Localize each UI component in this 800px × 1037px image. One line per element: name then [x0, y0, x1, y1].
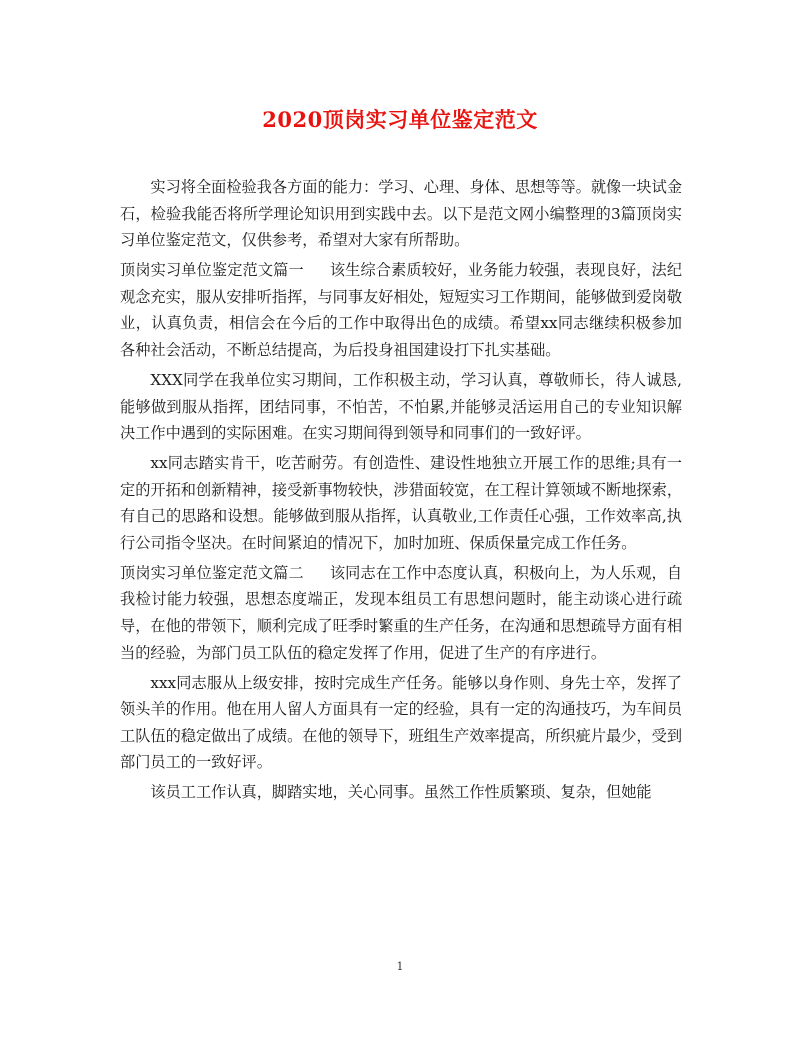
paragraph-text: 实习将全面检验我各方面的能力：学习、心理、身体、思想等等。就像一块试金石，检验我能否将所学理论知识用到实践中去。以下是范文网小编整理的3篇顶岗实习单位鉴定范文，仅供参考，希望对大家有所帮助。 [120, 178, 682, 250]
paragraph [120, 450, 682, 556]
paragraph-intro [120, 174, 682, 254]
document-title: 2020顶岗实习单位鉴定范文 [262, 107, 538, 132]
paragraph-section-one [120, 257, 682, 363]
paragraph-section-two [120, 560, 682, 666]
paragraph-text: xx同志踏实肯干，吃苦耐劳。有创造性、建设性地独立开展工作的思维;具有一定的开拓和创新精神，接受新事物较快，涉猎面较宽，在工程计算领域不断地探索，有自己的思路和设想。能够做到服从指挥，认真敬业,工作责任心强，工作效率高,执行公司指令坚决。在时间紧迫的情况下，加时加班、保质保量完成工作任务。 [120, 454, 682, 552]
paragraph [120, 367, 682, 447]
section-heading: 顶岗实习单位鉴定范文篇一 [120, 261, 304, 280]
paragraph [120, 779, 682, 806]
paragraph [120, 670, 682, 776]
paragraph-text: xxx同志服从上级安排，按时完成生产任务。能够以身作则、身先士卒，发挥了领头羊的作用。他在用人留人方面具有一定的经验，具有一定的沟通技巧，为车间员工队伍的稳定做出了成绩。在他的领导下，班组生产效率提高，所织疵片最少，受到部门员工的一致好评。 [120, 673, 682, 772]
document-body [120, 174, 682, 809]
paragraph-text: 该同志在工作中态度认真，积极向上，为人乐观，自我检讨能力较强，思想态度端正，发现本组员工有思想问题时，能主动谈心进行疏导，在他的带领下，顺利完成了旺季时繁重的生产任务，在沟通和思想疏导方面有相当的经验，为部门员工队伍的稳定发挥了作用，促进了生产的有序进行。 [120, 563, 683, 662]
paragraph-text: XXX同学在我单位实习期间，工作积极主动，学习认真，尊敬师长，待人诚恳,能够做到服从指挥，团结同事，不怕苦，不怕累,并能够灵活运用自己的专业知识解决工作中遇到的实际困难。在实习期间得到领导和同事们的一致好评。 [120, 370, 682, 443]
section-heading: 顶岗实习单位鉴定范文篇二 [120, 563, 304, 582]
page-number: 1 [396, 960, 404, 973]
paragraph-text: 该生综合素质较好，业务能力较强，表现良好，法纪观念充实，服从安排听指挥，与同事友好相处，短短实习工作期间，能够做到爱岗敬业，认真负责，相信会在今后的工作中取得出色的成绩。希望xx同志继续积极参加各种社会活动，不断总结提高，为后投身祖国建设打下扎实基础。 [120, 261, 683, 359]
paragraph-text: 该员工工作认真，脚踏实地，关心同事。虽然工作性质繁琐、复杂，但她能 [150, 783, 652, 802]
